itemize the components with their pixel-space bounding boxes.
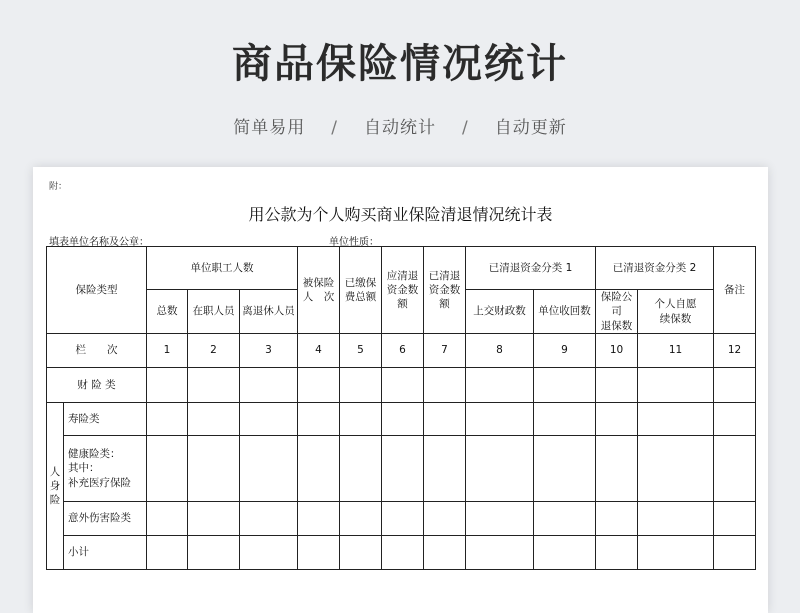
subtitle-separator: / bbox=[462, 118, 469, 138]
header-refund-class-2: 已清退资金分类 2 bbox=[596, 247, 714, 290]
column-index: 5 bbox=[340, 334, 382, 368]
subtitle bbox=[0, 113, 800, 138]
subtitle-item: 自动更新 bbox=[494, 118, 567, 138]
header-self-renew: 个人自愿 续保数 bbox=[638, 290, 714, 334]
table-row bbox=[47, 502, 756, 536]
row-health-insurance: 健康险类： 其中： 补充医疗保险 bbox=[64, 436, 147, 502]
subtitle-separator: / bbox=[331, 118, 338, 138]
header-unit-recover: 单位收回数 bbox=[534, 290, 596, 334]
statistics-table bbox=[46, 246, 756, 570]
header-due-refund: 应清退 资金数 额 bbox=[382, 247, 424, 334]
header-insured-times: 被保险 人 次 bbox=[298, 247, 340, 334]
document-sheet bbox=[33, 167, 768, 613]
header-incumbent: 在职人员 bbox=[188, 290, 240, 334]
header-remark: 备注 bbox=[714, 247, 756, 334]
document-title: 用公款为个人购买商业保险清退情况统计表 bbox=[248, 205, 553, 224]
column-index: 12 bbox=[714, 334, 756, 368]
column-index: 9 bbox=[534, 334, 596, 368]
row-subtotal: 小计 bbox=[64, 536, 147, 570]
subtitle-item: 自动统计 bbox=[364, 118, 436, 138]
header-paid-premium: 已缴保 费总额 bbox=[340, 247, 382, 334]
column-index: 7 bbox=[424, 334, 466, 368]
column-index: 1 bbox=[147, 334, 188, 368]
table-row bbox=[47, 368, 756, 403]
row-property-insurance: 财 险 类 bbox=[47, 368, 147, 403]
column-index: 4 bbox=[298, 334, 340, 368]
attachment-note: 附： bbox=[49, 182, 68, 192]
column-index: 11 bbox=[638, 334, 714, 368]
column-index-label: 栏 次 bbox=[47, 334, 147, 368]
column-index: 10 bbox=[596, 334, 638, 368]
column-index: 6 bbox=[382, 334, 424, 368]
row-group-personal-insurance: 人 身 险 bbox=[47, 403, 64, 570]
column-index: 2 bbox=[188, 334, 240, 368]
header-retired: 离退休人员 bbox=[240, 290, 298, 334]
header-refunded: 已清退 资金数 额 bbox=[424, 247, 466, 334]
table-row bbox=[47, 436, 756, 502]
unit-nature-label: 单位性质： bbox=[329, 237, 379, 248]
table-row bbox=[47, 403, 756, 436]
row-life-insurance: 寿险类 bbox=[64, 403, 147, 436]
header-insurer-refund: 保险公 司 退保数 bbox=[596, 290, 638, 334]
header-total: 总数 bbox=[147, 290, 188, 334]
header-fiscal: 上交财政数 bbox=[466, 290, 534, 334]
column-index: 3 bbox=[240, 334, 298, 368]
subtitle-item: 简单易用 bbox=[233, 118, 306, 138]
header-staff-count: 单位职工人数 bbox=[147, 247, 298, 290]
header-insurance-type: 保险类型 bbox=[47, 247, 147, 334]
column-index: 8 bbox=[466, 334, 534, 368]
page-title: 商品保险情况统计 bbox=[232, 41, 568, 87]
fill-unit-label: 填表单位名称及公章： bbox=[49, 237, 149, 248]
table-row bbox=[47, 536, 756, 570]
header-refund-class-1: 已清退资金分类 1 bbox=[466, 247, 596, 290]
row-accident-insurance: 意外伤害险类 bbox=[64, 502, 147, 536]
